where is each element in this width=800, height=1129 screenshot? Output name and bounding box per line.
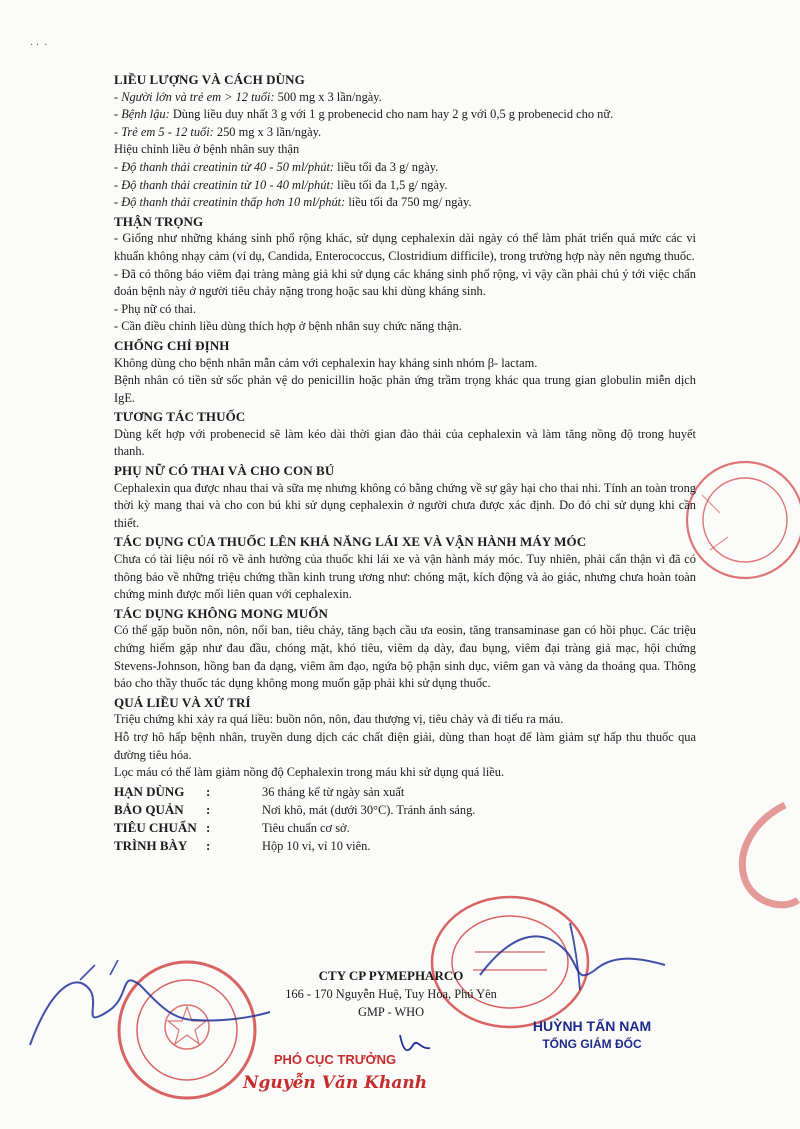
info-value: 36 tháng kể từ ngày sản xuất	[262, 784, 405, 799]
paragraph: Triệu chứng khi xảy ra quá liều: buồn nôn, nôn, đau thượng vị, tiêu chảy và đi tiểu ra máu.	[114, 712, 564, 727]
paragraph: Không dùng cho bệnh nhân mẫn cảm với cephalexin hay kháng sinh nhóm β- lactam.	[114, 355, 538, 370]
dosage-label: - Độ thanh thải creatinin từ 40 - 50 ml/phút:	[114, 159, 335, 174]
dosage-line	[114, 106, 696, 124]
info-value: Tiêu chuẩn cơ sở.	[262, 820, 350, 835]
section	[114, 71, 696, 212]
deputy-name: Nguyễn Văn Khanh	[242, 1073, 428, 1093]
info-value: Hộp 10 vỉ, vỉ 10 viên.	[262, 838, 371, 853]
paragraph: Dùng kết hợp với probenecid sẽ làm kéo dài thời gian đào thải của cephalexin và làm tăng nồng độ trong huyết thanh.	[114, 426, 696, 459]
info-row	[114, 837, 696, 855]
director-name: HUỲNH TẤN NAM	[532, 1018, 652, 1034]
section	[114, 533, 696, 603]
section-heading: TÁC DỤNG KHÔNG MONG MUỐN	[114, 605, 328, 621]
section	[114, 337, 696, 407]
info-colon: :	[206, 837, 211, 853]
leaflet-text	[114, 70, 696, 855]
section-heading: QUÁ LIỀU VÀ XỬ TRÍ	[114, 694, 251, 710]
dosage-label: - Trẻ em 5 - 12 tuổi:	[114, 124, 214, 139]
section	[114, 694, 696, 782]
dosage-value: liều tối đa 1,5 g/ ngày.	[334, 177, 448, 192]
paragraph: Cephalexin qua được nhau thai và sữa mẹ nhưng không có bằng chứng về sự gây hại cho thai nhi. Tính an toàn trong thời kỳ mang thai và cho con bú khi sử dụng cephalexin ở người chưa được xác định. Do đó chỉ sử dụng khi cần thiết.	[114, 480, 696, 530]
paragraph: - Đã có thông báo viêm đại tràng màng giả khi sử dụng các kháng sinh phổ rộng, vì vậy cần phải chú ý tới việc chẩn đoán bệnh này ở người tiêu chảy nặng trong hoặc sau khi dùng kháng sinh.	[114, 266, 696, 299]
paragraph: Lọc máu có thể làm giảm nồng độ Cephalexin trong máu khi sử dụng quá liều.	[114, 765, 505, 780]
scan-marks: · · ·	[30, 40, 48, 51]
info-colon: :	[206, 819, 211, 835]
section-heading: LIỀU LƯỢNG VÀ CÁCH DÙNG	[114, 72, 305, 87]
info-value: Nơi khô, mát (dưới 30°C). Tránh ánh sáng.	[262, 802, 476, 817]
dosage-line	[114, 141, 696, 159]
info-label	[114, 801, 262, 819]
deputy-title: PHÓ CỤC TRƯỞNG	[273, 1052, 397, 1067]
dosage-label: - Độ thanh thải creatinin từ 10 - 40 ml/phút:	[114, 177, 335, 192]
dosage-value: liều tối đa 750 mg/ ngày.	[345, 195, 472, 210]
info-label-text: HẠN DÙNG	[114, 783, 185, 799]
section-heading: TƯƠNG TÁC THUỐC	[114, 409, 246, 425]
info-label-text: TRÌNH BÀY	[114, 837, 188, 853]
paragraph: Chưa có tài liệu nói rõ về ảnh hưởng của thuốc khi lái xe và vận hành máy móc. Tuy nhiên, phải cẩn thận vì đã có thông báo về những triệu chứng thần kinh trung ương như: chóng mặt, kích động và ảo giác, nhưng chưa hoàn toàn chứng minh được mối liên quan với cephalexin.	[114, 552, 696, 602]
company-cert: GMP - WHO	[357, 1005, 425, 1019]
dosage-value: 500 mg x 3 lần/ngày.	[274, 89, 382, 104]
info-label-text: TIÊU CHUẨN	[114, 819, 197, 835]
product-info	[114, 783, 696, 855]
company-block	[256, 967, 526, 1021]
section-heading: TÁC DỤNG CỦA THUỐC LÊN KHẢ NĂNG LÁI XE VÀ VẬN HÀNH MÁY MÓC	[114, 534, 587, 550]
director-block	[512, 1018, 672, 1051]
info-label	[114, 837, 262, 855]
company-name: CTY CP PYMEPHARCO	[318, 968, 464, 983]
paragraph: - Cần điều chỉnh liều dùng thích hợp ở bệnh nhân suy chức năng thận.	[114, 319, 462, 334]
dosage-value: liều tối đa 3 g/ ngày.	[334, 159, 439, 174]
section	[114, 408, 696, 461]
info-row	[114, 783, 696, 801]
director-title: TỔNG GIÁM ĐỐC	[542, 1037, 642, 1051]
section	[114, 462, 696, 532]
paragraph: - Phụ nữ có thai.	[114, 301, 197, 316]
section-heading: CHỐNG CHỈ ĐỊNH	[114, 337, 230, 353]
paragraph: Có thể gặp buồn nôn, nôn, nổi ban, tiêu chảy, tăng bạch cầu ưa eosin, tăng transaminase gan có hồi phục. Các triệu chứng hiếm gặp như đau đầu, chóng mặt, khó tiêu, viêm dạ dày, đau bụng, viêm đại tràng giả mạc, hội chứng Stevens-Johnson, hồng ban đa dạng, viêm âm đạo, ngứa bộ phận sinh dục, viêm gan và vàng da thoáng qua. Thông báo cho thầy thuốc tác dụng không mong muốn gặp phải khi sử dụng thuốc.	[114, 623, 696, 691]
section-heading: THẬN TRỌNG	[114, 213, 204, 229]
info-label	[114, 819, 262, 837]
dosage-label: - Độ thanh thải creatinin thấp hơn 10 ml/phút:	[114, 195, 346, 210]
info-label-text: BẢO QUẢN	[114, 801, 184, 817]
paragraph: Hỗ trợ hô hấp bệnh nhân, truyền dung dịch các chất điện giải, dùng than hoạt để làm giảm sự hấp thu thuốc qua đường tiêu hóa.	[114, 729, 696, 762]
dosage-line	[114, 89, 696, 107]
paragraph: Bệnh nhân có tiền sử sốc phản vệ do penicillin hoặc phản ứng trầm trọng khác qua trung gian globulin miễn dịch IgE.	[114, 373, 696, 405]
info-row	[114, 819, 696, 837]
deputy-signature	[20, 950, 280, 1060]
right-edge-mark	[700, 800, 800, 920]
info-label	[114, 783, 262, 801]
dosage-value: Hiệu chỉnh liều ở bệnh nhân suy thận	[114, 142, 300, 157]
dosage-line	[114, 194, 696, 212]
paragraph: - Giống như những kháng sinh phổ rộng khác, sử dụng cephalexin dài ngày có thể làm phát triển quá mức các vi khuẩn không nhạy cảm (ví dụ, Candida, Enterococcus, Clostridium difficile), trong trường hợp này nên ngưng thuốc.	[114, 231, 696, 263]
section	[114, 605, 696, 693]
dosage-value: Dùng liều duy nhất 3 g với 1 g probenecid cho nam hay 2 g với 0,5 g probenecid cho nữ.	[169, 107, 614, 122]
section-heading: PHỤ NỮ CÓ THAI VÀ CHO CON BÚ	[114, 463, 335, 479]
info-row	[114, 801, 696, 819]
dosage-value: 250 mg x 3 lần/ngày.	[213, 124, 322, 139]
right-edge-stamp	[680, 455, 800, 585]
section	[114, 213, 696, 336]
deputy-block	[240, 1052, 430, 1093]
dosage-label: - Người lớn và trẻ em > 12 tuổi:	[114, 89, 275, 104]
dosage-line	[114, 124, 696, 142]
dosage-line	[114, 159, 696, 177]
info-colon: :	[206, 783, 211, 799]
info-colon: :	[206, 801, 211, 817]
dosage-line	[114, 177, 696, 195]
dosage-label: - Bệnh lậu:	[114, 107, 170, 122]
company-address: 166 - 170 Nguyễn Huệ, Tuy Hòa, Phú Yên	[285, 987, 497, 1001]
